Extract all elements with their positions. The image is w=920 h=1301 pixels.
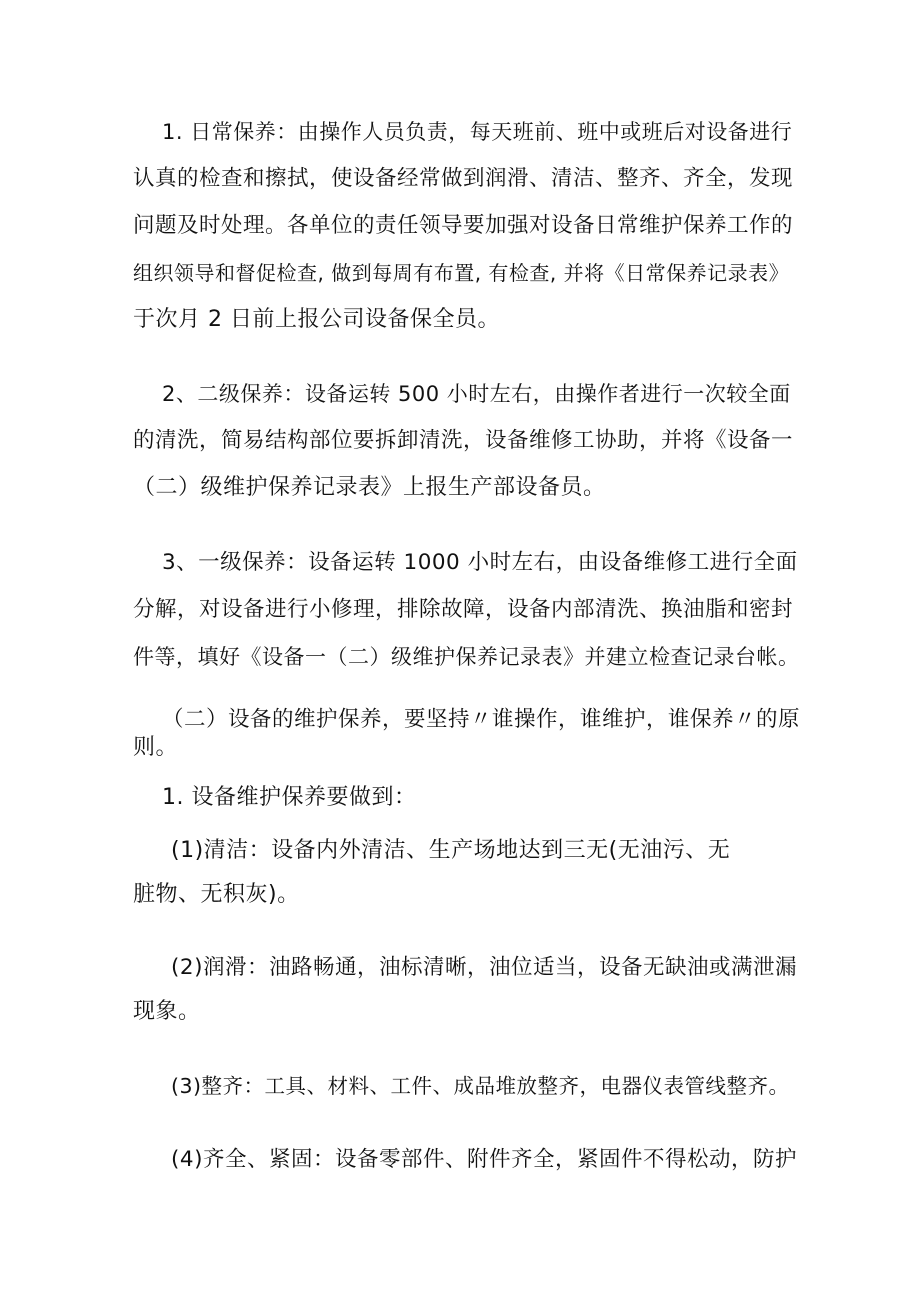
para2-line3: （二）级维护保养记录表》上报生产部设备员。 [133,475,606,500]
para3-line3: 件等，填好《设备一（二）级维护保养记录表》并建立检查记录台帐。 [133,645,800,669]
para2-line1: 2、二级保养：设备运转 500 小时左右，由操作者进行一次较全面 [162,382,791,406]
para6-line2: 脏物、无积灰)。 [133,882,300,907]
para4-line1: （二）设备的维护保养，要坚持〃谁操作，谁维护，谁保养〃的原 [162,707,801,732]
para7-line2: 现象。 [133,999,201,1024]
para8-line1: (3)整齐：工具、材料、工件、成品堆放整齐，电器仪表管线整齐。 [171,1074,790,1098]
para1-line5: 于次月 2 日前上报公司设备保全员。 [133,307,500,332]
para1-line4: 组织领导和督促检查, 做到每周有布置, 有检查, 并将《日常保养记录表》 [133,261,790,285]
para1-line1: 1. 日常保养：由操作人员负责，每天班前、班中或班后对设备进行 [162,120,793,144]
para3-line1: 3、一级保养：设备运转 1000 小时左右，由设备维修工进行全面 [162,550,798,575]
para5-line1: 1. 设备维护保养要做到： [162,785,417,810]
para3-line2: 分解，对设备进行小修理，排除故障，设备内部清洗、换油脂和密封 [133,597,794,622]
para2-line2: 的清洗，简易结构部位要拆卸清洗，设备维修工协助，并将《设备一 [133,428,794,453]
para1-line2: 认真的检查和擦拭，使设备经常做到润滑、清洁、整齐、齐全，发现 [133,166,794,191]
para4-line2: 则。 [133,735,179,760]
para9-line1: (4)齐全、紧固：设备零部件、附件齐全，紧固件不得松动，防护 [171,1147,797,1172]
para7-line1: (2)润滑：油路畅通，油标清晰，油位适当，设备无缺油或满泄漏 [171,955,797,980]
para1-line3: 问题及时处理。各单位的责任领导要加强对设备日常维护保养工作的 [133,213,794,238]
para6-line1: (1)清洁：设备内外清洁、生产场地达到三无(无油污、无 [171,838,731,863]
